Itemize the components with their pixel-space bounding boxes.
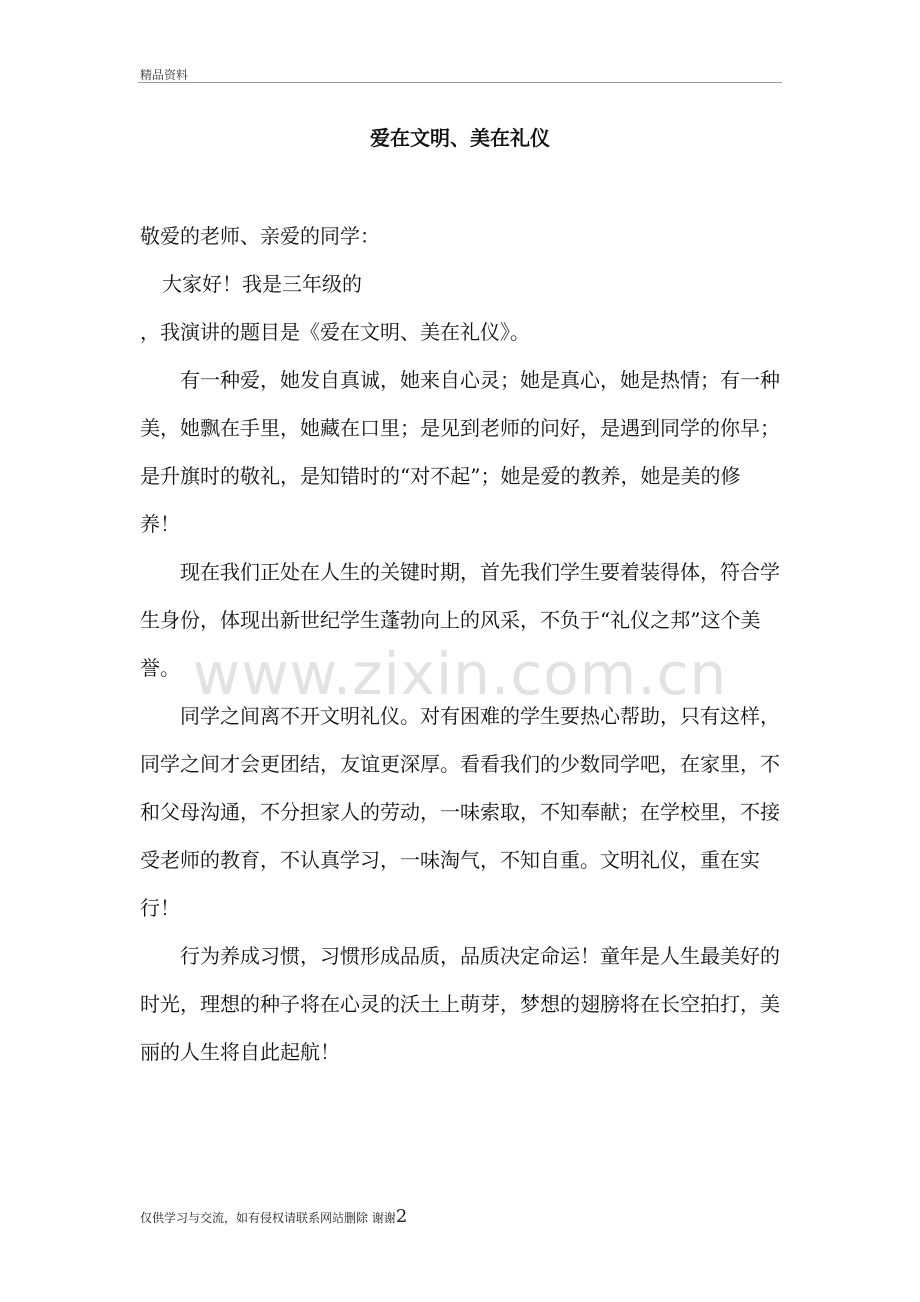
footer-text: 仅供学习与交流，如有侵权请联系网站删除 谢谢 [140, 1211, 396, 1225]
footer [140, 1206, 407, 1227]
intro-line-1: 大家好！我是三年级的 [162, 272, 362, 296]
intro-line-2: ，我演讲的题目是《爱在文明、美在礼仪》。 [140, 320, 530, 344]
greeting: 敬爱的老师、亲爱的同学： [140, 224, 380, 248]
header-label: 精品资料 [140, 68, 189, 82]
page-number: 2 [395, 1206, 408, 1227]
watermark: www.zixin.com.cn [192, 640, 728, 708]
paragraph-2: 现在我们正处在人生的关键时期，首先我们学生要着装得体，符合学生身份，体现出新世纪学生蓬勃向上的风采，不负于“礼仪之邦”这个美誉。 [140, 560, 780, 680]
paragraph-3: 同学之间离不开文明礼仪。对有困难的学生要热心帮助，只有这样，同学之间才会更团结，友谊更深厚。看看我们的少数同学吧，在家里，不和父母沟通，不分担家人的劳动，一味索取，不知奉献；在学校里，不接受老师的教育，不认真学习，一味淘气，不知自重。文明礼仪，重在实行！ [140, 704, 780, 920]
document-body [140, 212, 780, 1076]
header-divider [138, 82, 782, 83]
paragraph-4: 行为养成习惯，习惯形成品质，品质决定命运！童年是人生最美好的时光，理想的种子将在心灵的沃土上萌芽，梦想的翅膀将在长空拍打，美丽的人生将自此起航！ [140, 944, 780, 1064]
document-title: 爱在文明、美在礼仪 [370, 126, 550, 150]
paragraph-1: 有一种爱，她发自真诚，她来自心灵；她是真心，她是热情；有一种美，她飘在手里，她藏在口里；是见到老师的问好，是遇到同学的你早；是升旗时的敬礼，是知错时的“对不起”；她是爱的教养，她是美的修养！ [140, 368, 780, 536]
